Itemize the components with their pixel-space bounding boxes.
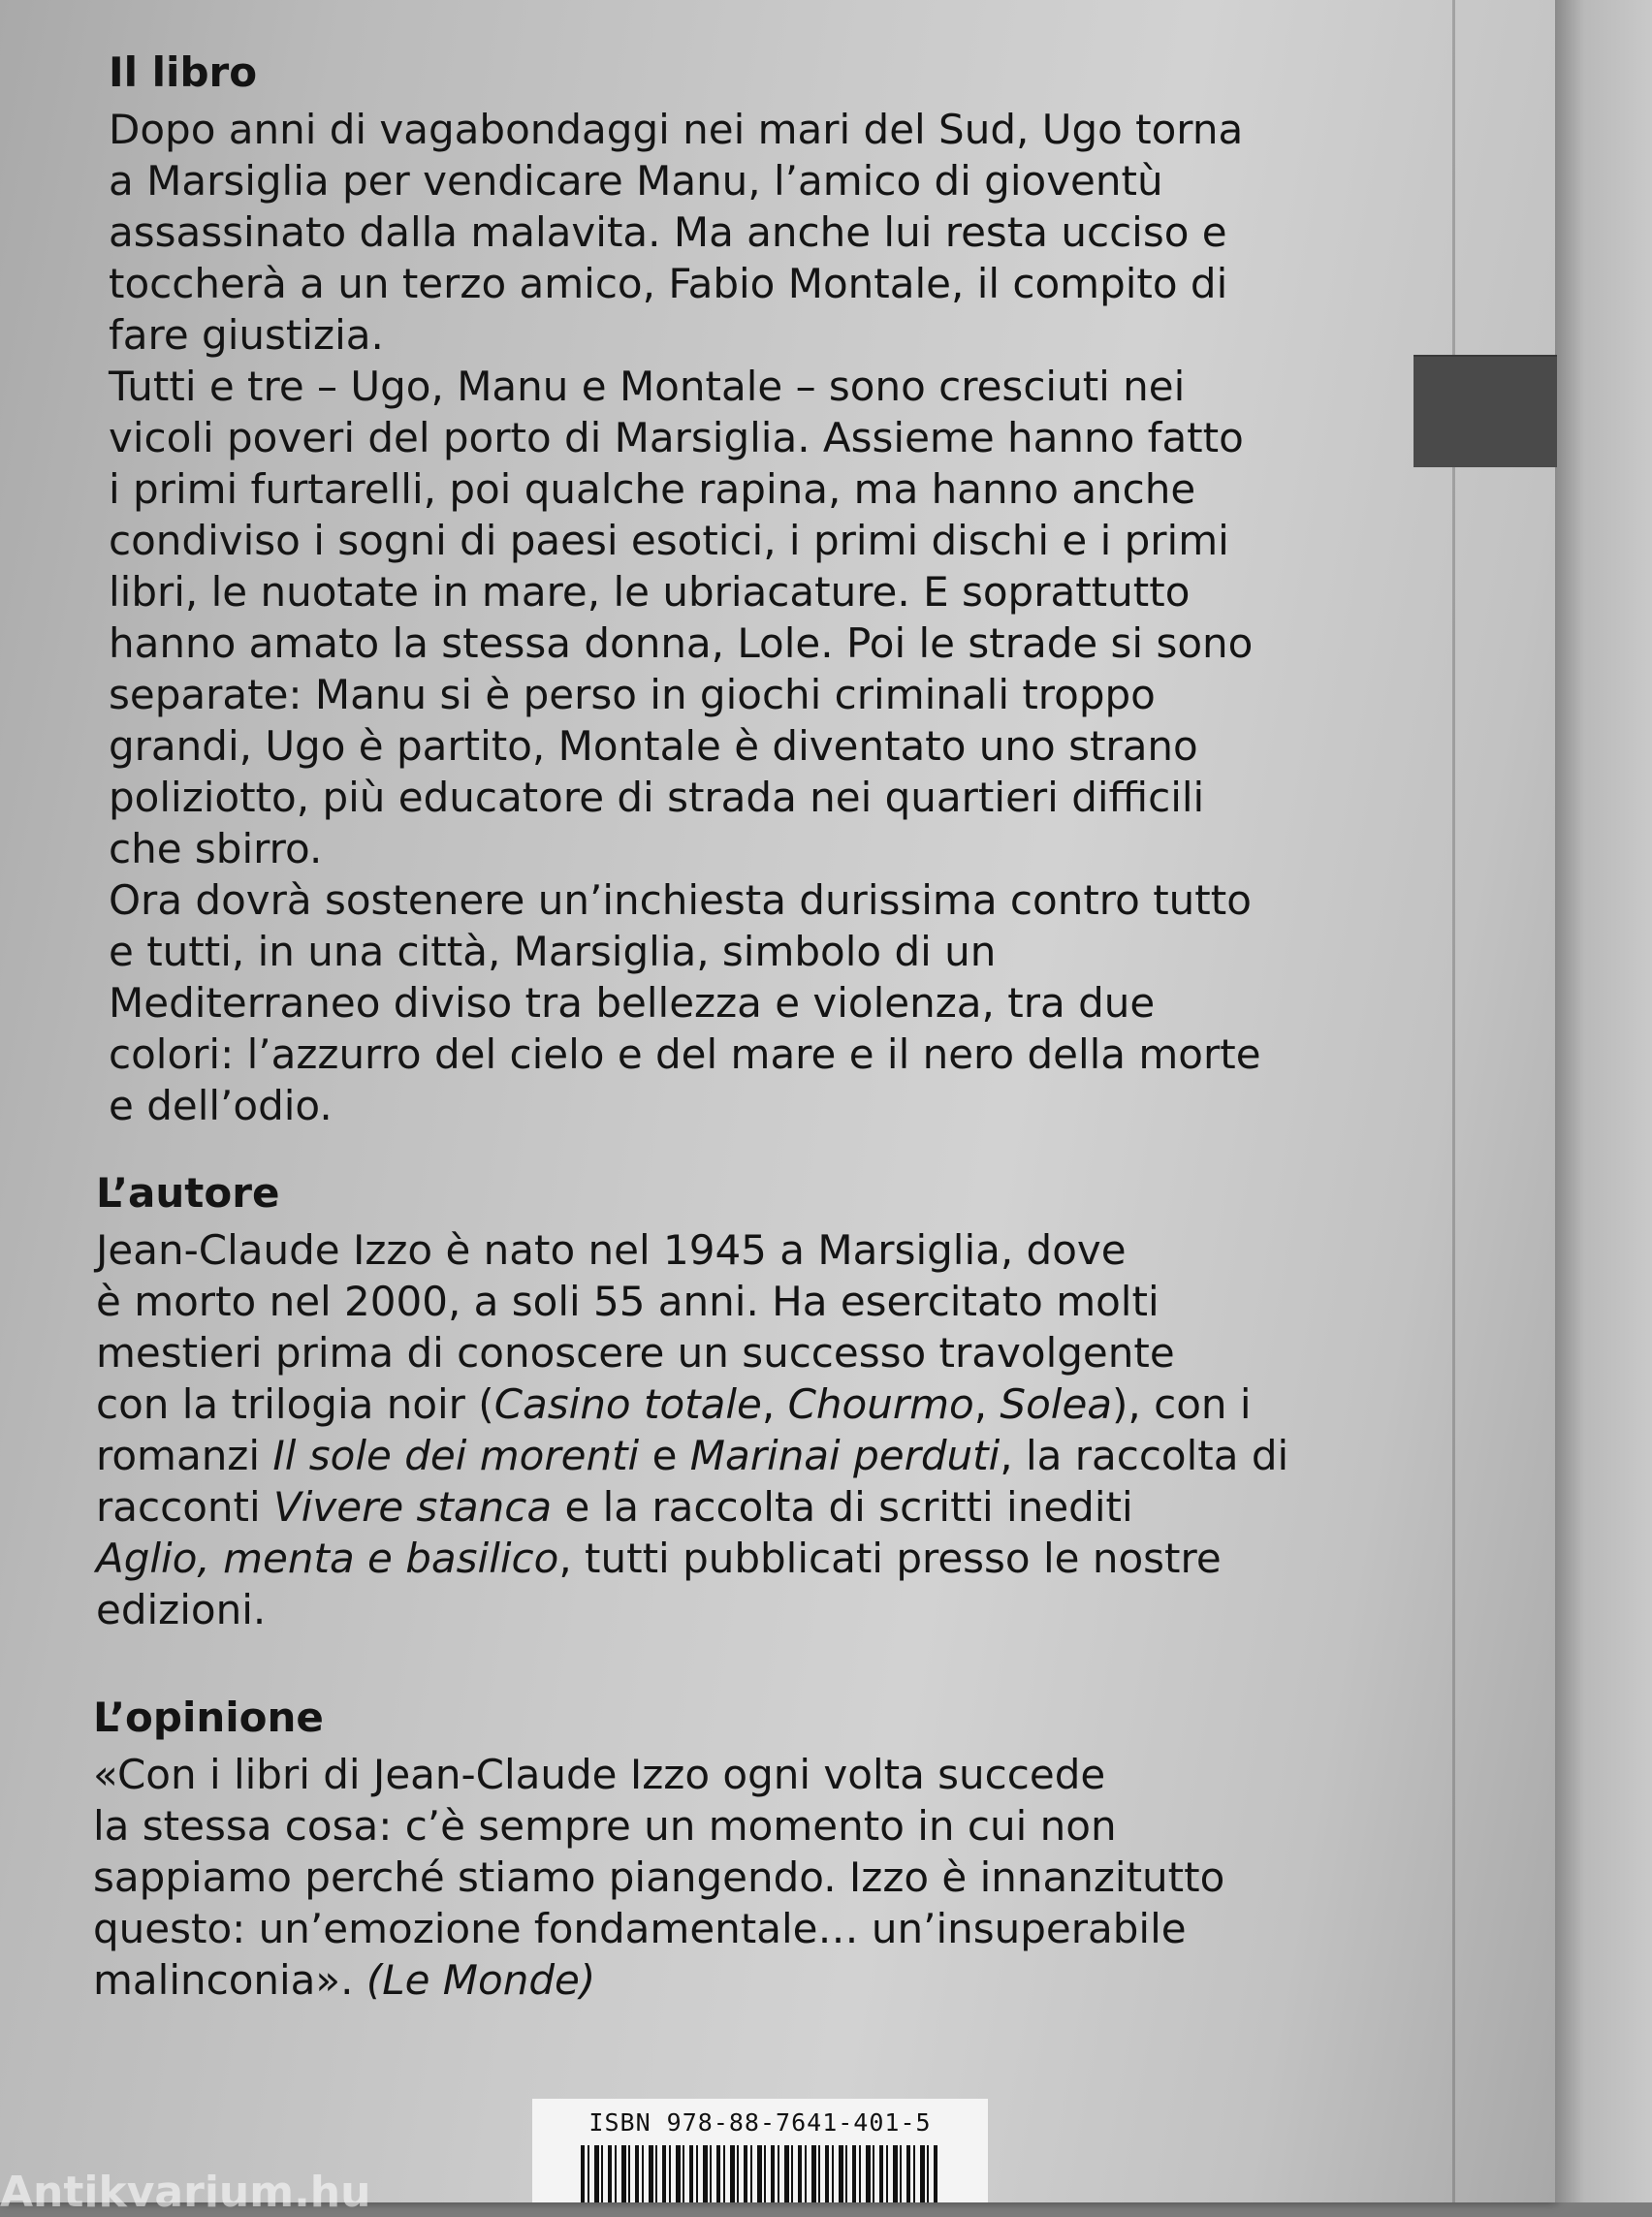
text-line: hanno amato la stessa donna, Lole. Poi le strade si sono [109,619,1254,667]
text-line: i primi furtarelli, poi qualche rapina, ma hanno anche [109,465,1196,513]
text-segment: e [639,1432,690,1479]
book-title-aglio-menta-e-basilico: Aglio, menta e basilico [96,1535,559,1582]
background-paper [1555,0,1652,2202]
text-line: condiviso i sogni di paesi esotici, i primi dischi e i primi [109,517,1229,564]
text-line: Dopo anni di vagabondaggi nei mari del Sud, Ugo torna [109,106,1244,153]
text-segment: , la raccolta di [1000,1432,1289,1479]
text-line: assassinato dalla malavita. Ma anche lui resta ucciso e [109,208,1227,256]
text-line: edizioni. [96,1586,267,1633]
text-line: colori: l’azzurro del cielo e del mare e il nero della morte [109,1030,1261,1078]
watermark-text: Antikvarium.hu [0,2168,371,2217]
text-line: e dell’odio. [109,1082,333,1129]
heading-il-libro: Il libro [109,48,258,96]
book-title-chourmo: Chourmo [787,1380,974,1428]
text-line: Jean-Claude Izzo è nato nel 1945 a Marsiglia, dove [96,1226,1127,1274]
book-title-solea: Solea [1000,1380,1113,1428]
text-line: e tutti, in una città, Marsiglia, simbolo di un [109,928,997,975]
text-segment: , [973,1380,1001,1428]
text-segment: e la raccolta di scritti inediti [552,1483,1133,1531]
text-line [96,1378,1288,1430]
text-line: libri, le nuotate in mare, le ubriacature. E soprattutto [109,568,1191,616]
text-segment: , [761,1380,788,1428]
text-line: Ora dovrà sostenere un’inchiesta durissima contro tutto [109,876,1252,924]
cover-tab-marker [1414,355,1557,467]
isbn-number: ISBN 978-88-7641-401-5 [588,2108,932,2137]
text-line: «Con i libri di Jean-Claude Izzo ogni volta succede [93,1751,1106,1798]
text-line: Tutti e tre – Ugo, Manu e Montale – sono cresciuti nei [109,363,1186,410]
text-segment: con la trilogia noir ( [96,1380,494,1428]
autore-text [96,1224,1288,1635]
text-line: è morto nel 2000, a soli 55 anni. Ha esercitato molti [96,1278,1160,1325]
text-line: grandi, Ugo è partito, Montale è diventato uno strano [109,722,1198,770]
text-line: separate: Manu si è perso in giochi criminali troppo [109,671,1156,718]
text-line: toccherà a un terzo amico, Fabio Montale, il compito di [109,260,1228,307]
heading-l-autore: L’autore [96,1169,280,1217]
text-line [96,1430,1288,1481]
text-line: mestieri prima di conoscere un successo travolgente [96,1329,1175,1377]
text-line: a Marsiglia per vendicare Manu, l’amico di gioventù [109,157,1163,205]
text-line: poliziotto, più educatore di strada nei quartieri difficili [109,774,1205,821]
text-line: Mediterraneo diviso tra bellezza e violenza, tra due [109,979,1156,1027]
text-line [93,1954,1224,2006]
libro-text [109,104,1261,1131]
text-line: che sbirro. [109,825,323,872]
text-line [96,1481,1288,1533]
section-l-autore [96,1167,1288,1635]
heading-l-opinione: L’opinione [93,1694,324,1741]
text-segment: racconti [96,1483,273,1531]
cover-fold-line [1452,0,1455,2202]
text-line: fare giustizia. [109,311,384,359]
book-title-casino-totale: Casino totale [493,1380,762,1428]
opinione-quote [93,1749,1224,2006]
text-segment: malinconia». [93,1956,366,2004]
text-line [96,1533,1288,1584]
text-segment: ), con i [1112,1380,1252,1428]
isbn-barcode [532,2099,988,2202]
section-il-libro [109,47,1261,1131]
book-title-il-sole-dei-morenti: Il sole dei morenti [272,1432,640,1479]
text-segment: , tutti pubblicati presso le nostre [558,1535,1222,1582]
text-line: vicoli poveri del porto di Marsiglia. Assieme hanno fatto [109,414,1244,461]
text-line: sappiamo perché stiamo piangendo. Izzo è innanzitutto [93,1853,1225,1901]
text-line: la stessa cosa: c’è sempre un momento in cui non [93,1802,1117,1850]
text-segment: romanzi [96,1432,273,1479]
book-title-vivere-stanca: Vivere stanca [273,1483,553,1531]
section-l-opinione [93,1692,1224,2006]
text-line: questo: un’emozione fondamentale… un’insuperabile [93,1905,1187,1952]
book-title-marinai-perduti: Marinai perduti [689,1432,1001,1479]
barcode-bars [581,2145,939,2202]
quote-source: (Le Monde) [365,1956,596,2004]
